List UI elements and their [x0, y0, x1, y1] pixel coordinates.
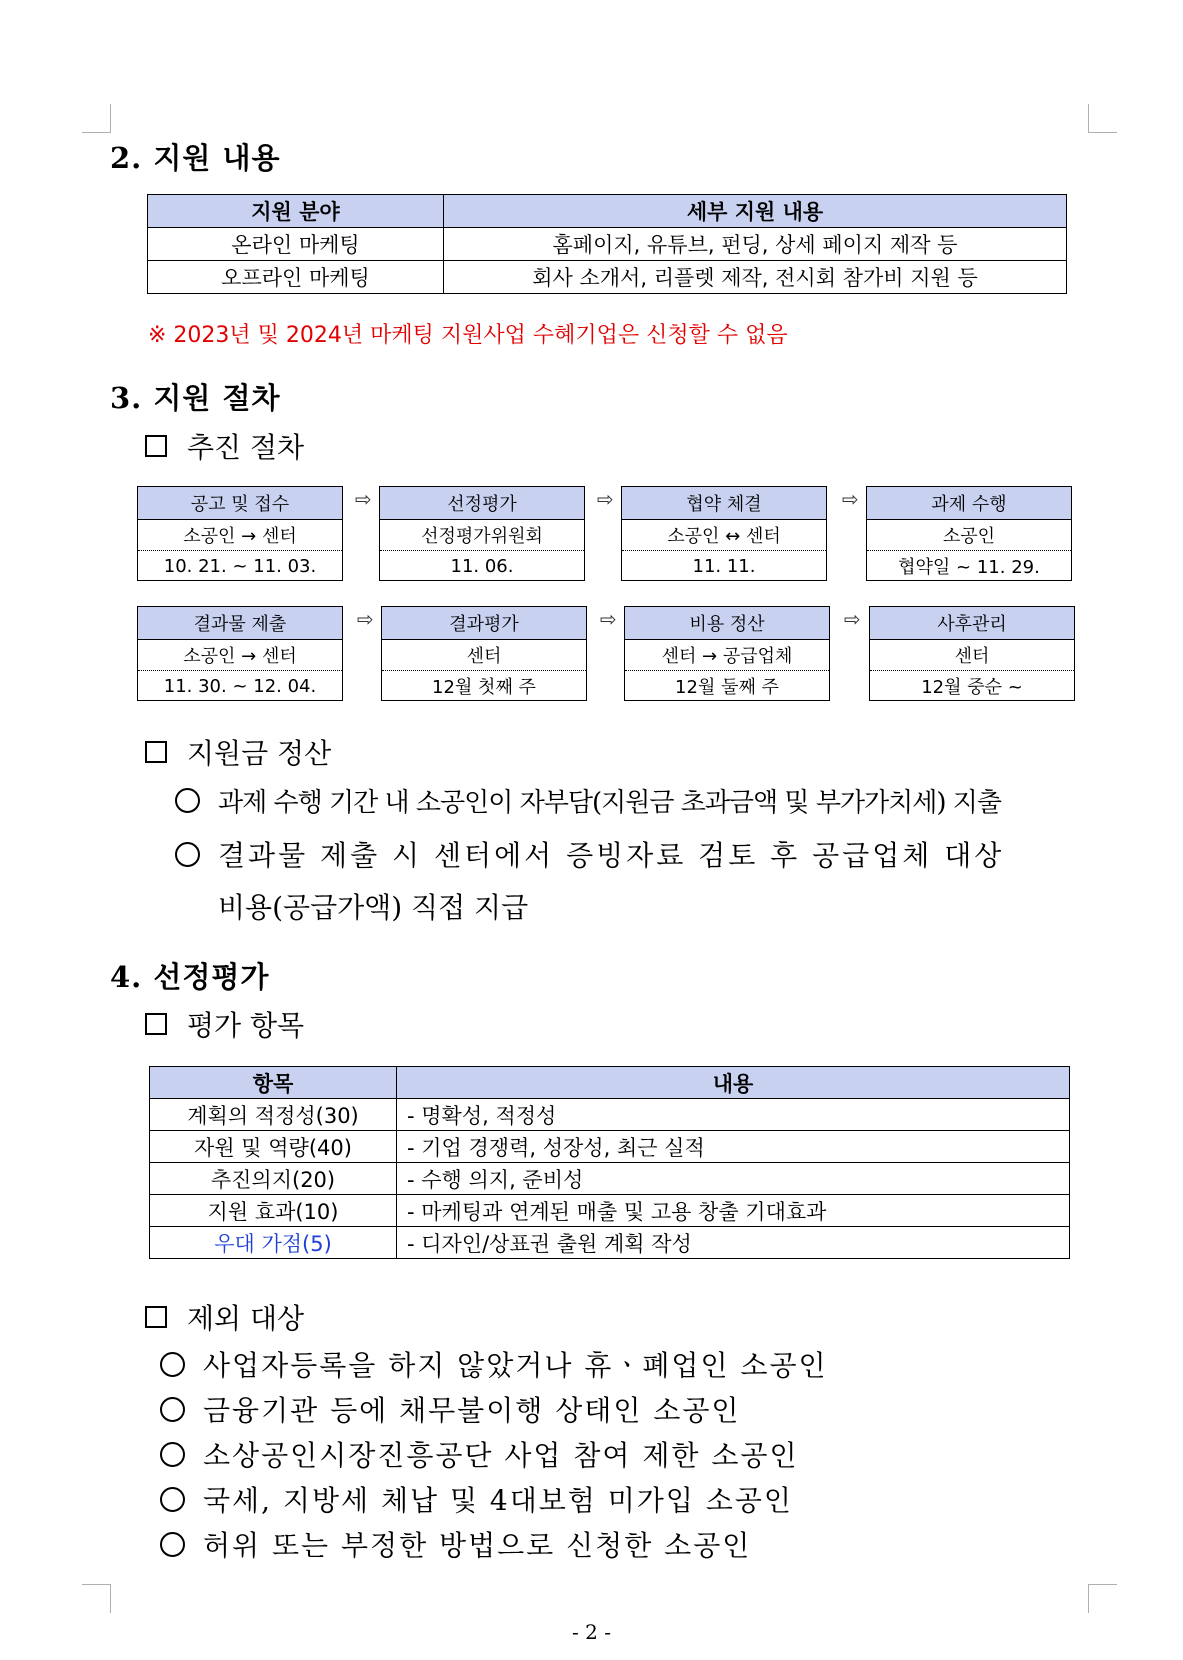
table-header-cell: 내용 — [397, 1067, 1070, 1099]
table-cell: 자원 및 역량(40) — [150, 1131, 397, 1163]
circle-bullet-icon — [160, 1397, 185, 1422]
page-number: - 2 - — [572, 1620, 611, 1644]
flow-step — [624, 606, 830, 701]
table-row — [150, 1163, 1070, 1195]
section-4-title: 4. 선정평가 — [110, 960, 270, 994]
table-cell: 계획의 적정성(30) — [150, 1099, 397, 1131]
flow-step-head: 협약 체결 — [622, 487, 826, 520]
flow-step-head: 과제 수행 — [867, 487, 1071, 520]
circle-bullet-icon — [175, 788, 200, 813]
exclusion-item — [160, 1344, 828, 1384]
crop-mark-top-right — [1088, 104, 1117, 133]
circle-bullet-icon — [160, 1532, 185, 1557]
exclusion-text: 사업자등록을 하지 않았거나 휴ㆍ폐업인 소공인 — [203, 1349, 828, 1382]
checkbox-square-icon — [145, 435, 167, 457]
exclusion-item — [160, 1434, 799, 1474]
table-row — [148, 228, 1067, 261]
eligibility-note: ※ 2023년 및 2024년 마케팅 지원사업 수혜기업은 신청할 수 없음 — [148, 323, 788, 348]
table-cell: 회사 소개서, 리플렛 제작, 전시회 참가비 지원 등 — [444, 261, 1067, 294]
flow-step-head: 사후관리 — [870, 607, 1074, 640]
table-cell: - 명확성, 적정성 — [397, 1099, 1070, 1131]
circle-bullet-icon — [160, 1442, 185, 1467]
circle-bullet-icon — [160, 1487, 185, 1512]
table-row — [148, 261, 1067, 294]
settlement-bullet-continuation — [218, 886, 528, 926]
bullet-text: 비용(공급가액) 직접 지급 — [218, 891, 529, 924]
exclusion-text: 국세, 지방세 체납 및 4대보험 미가입 소공인 — [203, 1484, 793, 1517]
table-header-cell: 세부 지원 내용 — [444, 195, 1067, 228]
exclusion-text: 허위 또는 부정한 방법으로 신청한 소공인 — [203, 1529, 752, 1562]
table-cell: 지원 효과(10) — [150, 1195, 397, 1227]
table-cell: - 기업 경쟁력, 성장성, 최근 실적 — [397, 1131, 1070, 1163]
table-cell: 온라인 마케팅 — [148, 228, 444, 261]
subsection-procedure-label: 추진 절차 — [187, 431, 305, 464]
bullet-text: 과제 수행 기간 내 소공인이 자부담(지원금 초과금액 및 부가가치세) 지출 — [218, 788, 1002, 818]
subsection-exclusions-label: 제외 대상 — [187, 1302, 305, 1335]
flow-step-head: 결과물 제출 — [138, 607, 342, 640]
flow-step-when: 12월 첫째 주 — [432, 677, 536, 698]
flow-arrow-icon: ⇨ — [844, 607, 861, 631]
flow-step-when: 11. 06. — [450, 555, 514, 577]
flow-step-who: 소공인 → 센터 — [138, 640, 342, 671]
flow-step-head: 비용 정산 — [625, 607, 829, 640]
flow-step-head: 선정평가 — [380, 487, 584, 520]
flow-step-who: 센터 → 공급업체 — [625, 640, 829, 671]
exclusion-item — [160, 1524, 751, 1564]
exclusion-text: 금융기관 등에 채무불이행 상태인 소공인 — [203, 1394, 741, 1427]
flow-step-when: 12월 중순 ~ — [921, 677, 1023, 698]
table-cell: - 디자인/상표권 출원 계획 작성 — [397, 1227, 1070, 1259]
subsection-settlement — [145, 732, 331, 772]
flow-arrow-icon: ⇨ — [357, 607, 374, 631]
table-row — [150, 1099, 1070, 1131]
table-header-row — [148, 195, 1067, 228]
flow-step-who: 센터 — [870, 640, 1074, 671]
support-content-table — [147, 194, 1067, 294]
table-header-cell: 항목 — [150, 1067, 397, 1099]
table-header-row — [150, 1067, 1070, 1099]
table-cell: 추진의지(20) — [150, 1163, 397, 1195]
table-row — [150, 1195, 1070, 1227]
checkbox-square-icon — [145, 741, 167, 763]
evaluation-table — [149, 1066, 1070, 1259]
flow-step-who: 선정평가위원회 — [380, 520, 584, 551]
flow-arrow-icon: ⇨ — [597, 487, 614, 511]
crop-mark-bottom-left — [82, 1584, 111, 1613]
flow-step-when: 10. 21. ~ 11. 03. — [163, 555, 317, 577]
exclusion-item — [160, 1479, 793, 1519]
exclusion-item — [160, 1389, 740, 1429]
table-cell: - 마케팅과 연계된 매출 및 고용 창출 기대효과 — [397, 1195, 1070, 1227]
settlement-bullet — [175, 782, 1001, 819]
flow-step-who: 소공인 — [867, 520, 1071, 551]
table-cell-bonus: 우대 가점(5) — [150, 1227, 397, 1259]
flow-arrow-icon: ⇨ — [842, 487, 859, 511]
circle-bullet-icon — [175, 842, 200, 867]
flow-step — [869, 606, 1075, 701]
circle-bullet-icon — [160, 1352, 185, 1377]
flow-arrow-icon: ⇨ — [600, 607, 617, 631]
flow-step-head: 공고 및 접수 — [138, 487, 342, 520]
crop-mark-top-left — [82, 104, 111, 133]
flow-step — [137, 486, 343, 581]
flow-step — [381, 606, 587, 701]
checkbox-square-icon — [145, 1306, 167, 1328]
flow-step-head: 결과평가 — [382, 607, 586, 640]
table-cell: 홈페이지, 유튜브, 펀딩, 상세 페이지 제작 등 — [444, 228, 1067, 261]
flow-step — [866, 486, 1072, 581]
subsection-evaluation-items — [145, 1004, 304, 1044]
checkbox-square-icon — [145, 1013, 167, 1035]
flow-arrow-icon: ⇨ — [355, 487, 372, 511]
bullet-text: 결과물 제출 시 센터에서 증빙자료 검토 후 공급업체 대상 — [218, 839, 1005, 872]
exclusion-text: 소상공인시장진흥공단 사업 참여 제한 소공인 — [203, 1439, 799, 1472]
flow-step-who: 센터 — [382, 640, 586, 671]
table-cell: - 수행 의지, 준비성 — [397, 1163, 1070, 1195]
flow-step — [621, 486, 827, 581]
section-3-title: 3. 지원 절차 — [110, 381, 281, 415]
subsection-evaluation-items-label: 평가 항목 — [187, 1009, 305, 1042]
flow-step — [137, 606, 343, 701]
settlement-bullet — [175, 834, 1004, 874]
flow-step-when: 11. 30. ~ 12. 04. — [163, 675, 317, 697]
flow-step-when: 12월 둘째 주 — [675, 677, 779, 698]
table-row — [150, 1131, 1070, 1163]
section-2-title: 2. 지원 내용 — [110, 141, 281, 175]
table-header-cell: 지원 분야 — [148, 195, 444, 228]
subsection-settlement-label: 지원금 정산 — [187, 737, 332, 770]
table-row — [150, 1227, 1070, 1259]
crop-mark-bottom-right — [1088, 1584, 1117, 1613]
flow-step-when: 협약일 ~ 11. 29. — [898, 557, 1040, 578]
flow-step — [379, 486, 585, 581]
subsection-exclusions — [145, 1297, 304, 1337]
flow-step-who: 소공인 → 센터 — [138, 520, 342, 551]
table-cell: 오프라인 마케팅 — [148, 261, 444, 294]
flow-step-who: 소공인 ↔ 센터 — [622, 520, 826, 551]
flow-step-when: 11. 11. — [692, 555, 756, 577]
subsection-procedure — [145, 426, 304, 466]
